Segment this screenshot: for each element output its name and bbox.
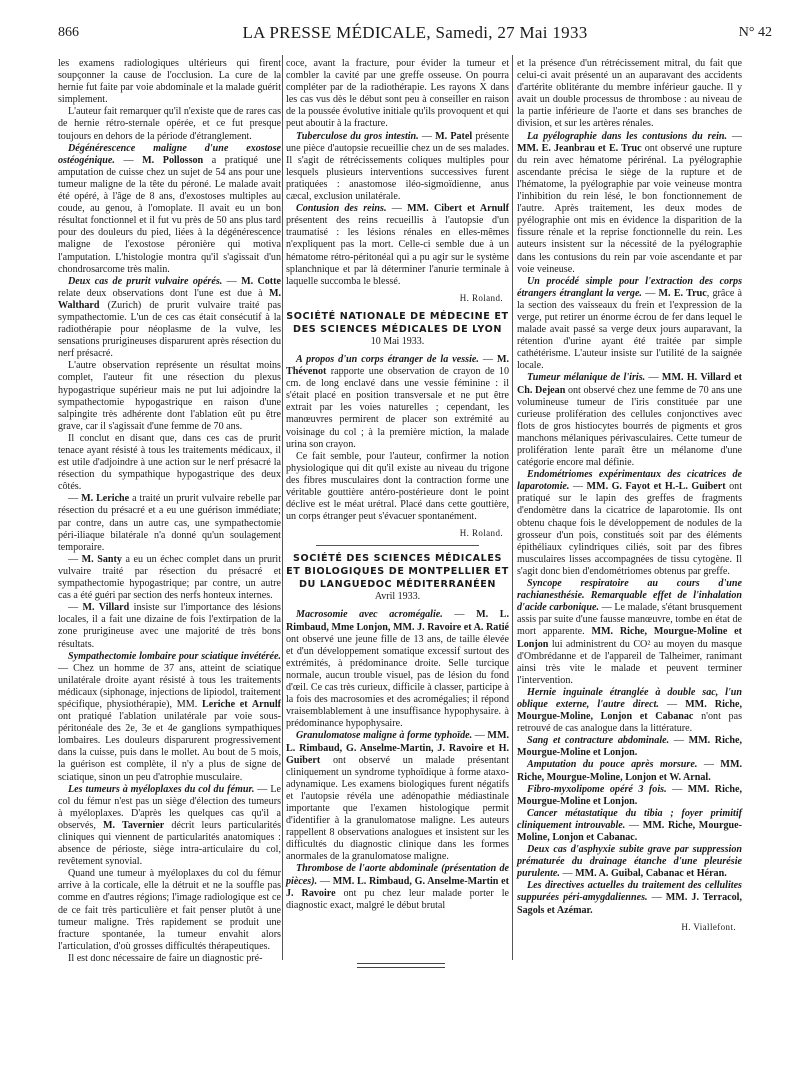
article [286, 730, 509, 863]
dash: — [666, 783, 688, 795]
author: MM. Riche, Mourgue-Moline, Lonjon et Cabanac [517, 698, 742, 723]
dash: — [386, 203, 408, 215]
paragraph: L'auteur fait remarquer qu'il n'existe que de rares cas de hernie rétro-sternale opérée, et ce fut presque toujours en dehors de la période d'étranglement. [58, 106, 281, 142]
dash: — [625, 819, 643, 831]
page-header [58, 0, 772, 50]
article [286, 131, 509, 204]
column-left [58, 58, 281, 965]
author: MM. Cibert et Arnulf [407, 203, 509, 215]
session-date: Avril 1933. [374, 591, 421, 603]
column-middle [286, 58, 509, 912]
author: MM. A. Guibal, Cabanac et Héran. [575, 868, 727, 880]
paragraph: et la présence d'un rétrécissement mitral, du fait que celui-ci avait présenté un an auparavant des accidents d'artérite oblitérante du membre inférieur gauche. Il y avait un double processus de thrombose : au niveau de la partie inférieure de l'aorte et dans ses branches de division, et sur les artères rénales. [517, 58, 742, 130]
author: M. Thévenot [286, 353, 509, 378]
article-text: ont observé une jeune fille de 13 ans, de taille élevée et d'un développement somatique excessif surtout des extrémités, à prédominance droite. Selle turcique normale, aucun trouble visuel, pas de lésion du fond d'œil. Ce cas très curieux, difficile à classer, participe à la fois des macrosomies et des acromégalies; il répond vraisemblablement à une insuffisance hypophysaire. à prédominance hypophysaire. [286, 633, 509, 730]
article-title: Dégénérescence maligne d'une exostose ostéogénique. [58, 142, 281, 166]
paragraph: Il conclut en disant que, dans ces cas de prurit tenace ayant résisté à tous les traitements médicaux, il est utile d'adjoindre à une action sur le nerf présacré la résection du sympathique hypogastrique des deux côtés. [58, 432, 281, 493]
article-text: Chez un homme de 37 ans, atteint de sciatique unilatérale droite ayant résisté à tous les traitements médicaux (siphonage, injections de lipiodol, traitement spécifique, physiothérapie), MM. [58, 662, 281, 710]
article [517, 276, 742, 373]
author: MM. J. Terracol, Sagols et Azémar. [517, 892, 743, 916]
article [517, 687, 742, 735]
dash: — [68, 602, 83, 614]
article-title: Endométriomes expérimentaux des cicatrices de laparotomie. [517, 469, 742, 493]
dash: — [669, 735, 689, 747]
article-text: relate deux observations dont l'une est due à [58, 287, 269, 299]
article-title: Tuberculose du gros intestin. [296, 130, 419, 142]
column-rule [512, 55, 513, 960]
dash: — [559, 868, 576, 880]
article [286, 354, 509, 451]
article-text: Le col du fémur n'est pas un siège d'élection des tumeurs à myéloplaxes. D'après les quelques cas qu'il a observés, [58, 783, 282, 831]
article [58, 651, 281, 784]
author: M. E. Truc [658, 287, 707, 299]
signature: H. Viallefont. [681, 921, 736, 932]
article-title: Amputation du pouce après morsure. [527, 759, 698, 771]
article-title: Les directives actuelles du traitement des cellulites suppurées péri-amygdaliennes. [517, 880, 742, 904]
paragraph: coce, avant la fracture, pour évider la tumeur et combler la cavité par une greffe osseuse. On pourra compléter par de la radiothérapie. Les rayons X dans les cas vus dès le début sont peu à conseiller en raison de la poussée évolutive initiale qu'ils provoquent et qui peut aboutir à la fracture. [286, 58, 509, 130]
dash: — [442, 609, 477, 621]
author: M. L. Rimbaud, Mme Lonjon, MM. J. Ravoire et A. Ratié [286, 609, 509, 633]
article-title: Sang et contracture abdominale. [527, 735, 670, 747]
dash: — [58, 662, 74, 674]
article [517, 735, 742, 759]
section-divider [316, 545, 479, 546]
article-text: ont observé un malade présentant cliniquement un syndrome typhoïdique à forme ataxo-adynamique. Les examens biologiques furent négatifs et l'autopsie révéla une adénopathie médiastinale importante que l'examen histologique permit d'identifier à la granulomatose maligne. Les auteurs rappellent 8 observations analogues et insistent sur les difficultés du diagnostic clinique dans les formes anormales de la granulomatose maligne. [286, 754, 509, 863]
article-text: rapporte une observation de crayon de 10 cm. de long enclavé dans une vessie féminine : il s'était placé en position transversale et ne put être extrait par les voies naturelles ; cependant, les manœuvres permirent de placer son extrémité au voisinage du col ; à la première miction, la malade urina son crayon. [286, 366, 509, 450]
article-text: ont observé une rupture du rein avec hématome périrénal. La pyélographie ascendante précisa le siège de la rupture et de l'hématome, la pyélographie par voie veineuse montra l'inhibition du rein lésé, le bon fonctionnement de l'autre. Après traitement, les deux modes de pyélographie ont mis en évidence la disparition de la fissure rénale et la reprise fonctionnelle du rein. Les auteurs insistent sur la nécessité de la pyélographie dans les contusions du rein par voie ascendante et par voie veineuse. [517, 142, 742, 275]
article-title: Contusion des reins. [296, 203, 387, 215]
author: M. Pollosson [142, 154, 204, 166]
article-text: a traité un prurit vulvaire rebelle par résection du présacré et a eu une guérison immédiate; par contre, dans un autre cas, une sympathectomie péri-iliaque bilatérale n'a donné qu'un soulagement temporaire. [58, 493, 281, 553]
author: Leriche et Arnulf [202, 698, 281, 710]
dash: — [641, 287, 659, 299]
signature: H. Roland. [459, 292, 503, 303]
paragraph [58, 602, 281, 650]
dash: — [478, 353, 497, 365]
author: MM. L. Rimbaud, G. Anselme-Martin, J. Ravoire et H. Guibert [286, 730, 509, 766]
article [58, 143, 281, 276]
author: MM. Riche, Mourgue-Moline, Lonjon et Cabanac. [517, 819, 742, 843]
paragraph [58, 554, 281, 602]
article [517, 784, 742, 808]
article-text: insiste sur l'importance des lésions locales, il a fait une dizaine de fois l'extirpation de la zone prurigineuse avec une majorité de très bons résultats. [58, 602, 281, 650]
article [517, 578, 742, 687]
article-text: lui administrent du CO² au moyen du masque d'Ombrédanne et de l'appareil de Talheimer, ranimant ainsi très vite le malade et peuvent terminer l'intervention. [517, 638, 742, 686]
article-title: Sympathectomie lombaire pour sciatique invétérée. [68, 650, 281, 662]
article [58, 784, 281, 869]
author: MM. Riche, Mourgue-Moline et Lonjon. [517, 735, 742, 759]
article-title: Syncope respiratoire au cours d'une rachianesthésie. Remarquable effet de l'inhalation d'acide carbonique. [517, 578, 742, 614]
article-text: présente une pièce d'autopsie recueillie chez un de ses malades. Il s'agit de rétrécissements coliques multiples pour lesquels plusieurs interventions successives furent pratiquées : anastomose iléo-sigmoïdienne, anus cæcal, exclusion unilatérale. [286, 130, 509, 203]
article [517, 131, 742, 276]
article-title: Les tumeurs à myéloplaxes du col du fémur. [68, 783, 255, 795]
article [517, 469, 742, 578]
article-title: Fibro-myxolipome opéré 3 fois. [527, 783, 667, 795]
author: M. Santy [81, 553, 122, 565]
dash: — [598, 602, 615, 614]
article-text: ont pratiqué sur le lapin des greffes de fragments d'endomètre dans la cicatrice de laparotomie. Ils ont obtenu chaque fois le développement de nodules de la grosseur d'un pois, constitués soit par des éléments épithéliaux cylindriques ciliés, soit par des fibres musculaires lisses accompagnées de tissu cytogène. Il s'agit donc bien d'endométriomes obtenus par greffe. [517, 481, 743, 577]
article-text: a pratiqué une amputation de cuisse chez un sujet de 54 ans pour une tumeur maligne de la tête du péroné. Le malade avait été opéré, à l'âge de 8 ans, d'exostoses multiples au coude, au genou, à l'omoplate. Il avait eu un bon résultat fonctionnel et il fut vu près de 50 ans plus tard pour des douleurs du pied, liées à la dégénérescence maligne de l'exostose péronière qui motiva l'amputation. L'histologie montra qu'il s'agissait d'un chondrosarcome très malin. [58, 154, 281, 275]
dash: — [222, 275, 242, 287]
dash: — [114, 154, 143, 166]
journal-title: LA PRESSE MÉDICALE, Samedi, 27 Mai 1933 [242, 23, 588, 42]
author: MM. Riche, Mourgue-Moline et Lonjon [517, 626, 742, 650]
dash: — [418, 130, 436, 142]
article-title: A propos d'un corps étranger de la vessie. [296, 353, 479, 365]
author: M. Patel [435, 130, 473, 142]
page-number: 866 [58, 25, 79, 40]
society-heading: SOCIÉTÉ DES SCIENCES MÉDICALES ET BIOLOGIQUES DE MONTPELLIER ET DU LANGUEDOC MÉDITERRANÉEN [286, 553, 509, 591]
article-title: Granulomatose maligne à forme typhoïde. [296, 730, 473, 742]
article-text: (Zurich) de prurit vulvaire traité pas sympathectomie. L'un de ces cas était consécutif à la radiothérapie pour néoplasme de la vulve, les sensations prurigineuses disparurent après résection du nerf présacré. [58, 299, 281, 360]
paragraph: Quand une tumeur à myéloplaxes du col du fémur arrive à la corticale, elle la détruit et ne la souffle pas comme en d'autres régions; l'image radiologique est ce de ce fait très particulière et fait penser plutôt à une tumeur maligne. Très rapidement se produit une fracture spontanée, la tumeur envahit alors l'articulation, d'où grosses difficultés thérapeutiques. [58, 868, 281, 952]
dash: — [727, 130, 742, 142]
article-title: Thrombose de l'aorte abdominale (présentation de pièces). [286, 863, 509, 887]
article-text: n'ont pas retrouvé de cas analogue dans la littérature. [517, 711, 743, 735]
end-rule [357, 967, 445, 968]
paragraph: L'autre observation représente un résultat moins complet, l'auteur fit une résection du plexus hypogastrique supérieur mais ne put lui adjoindre la sympathectomie hypogastrique en raison d'une salpingite très adhérente dont l'ablation eût pu être grave, car il s'agissait d'une femme de 70 ans. [58, 360, 281, 432]
author: MM. Riche, Mourgue-Moline et Lonjon. [517, 783, 742, 807]
article-title: Hernie inguinale étranglée à double sac, l'un oblique externe, l'autre direct. [517, 686, 742, 710]
article-title: Macrosomie avec acromégalie. [296, 609, 443, 621]
article [58, 276, 281, 361]
article-text: ont pratiqué l'ablation unilatérale par voie sous-péritonéale des 2e, 3e et 4e ganglions sympathiques lombaires. Les douleurs disparurent progressivement dans la cuisse, puis dans le mollet. Au bout de 5 mois, la guérison est complète, il n'y a plus de signe de sciatique, sinon un peu d'atrophie musculaire. [58, 711, 281, 783]
dash: — [697, 759, 721, 771]
column-right [517, 58, 742, 939]
author: MM. G. Fayot et H.-L. Guibert [586, 481, 726, 493]
article-title: Cancer métastatique du tibia ; foyer primitif cliniquement introuvable. [517, 807, 742, 831]
article [517, 880, 742, 916]
author: M. Walthard [58, 287, 281, 311]
dash: — [645, 372, 662, 384]
article-text: Le malade, s'étant brusquement assis par suite d'une fausse manœuvre, tombe en état de mort apparente. [517, 602, 742, 638]
author: M. Leriche [81, 493, 130, 505]
article [517, 759, 742, 783]
article-text: a eu un échec complet dans un prurit vulvaire traité par résection du présacré et sympathectomie hypogastrique; par contre, un autre cas a été guéri par section des nerfs honteux internes. [58, 553, 281, 602]
article [517, 372, 742, 469]
article [517, 808, 742, 844]
dash: — [569, 481, 587, 493]
article-title: Un procédé simple pour l'extraction des corps étrangers étranglant la verge. [517, 275, 742, 299]
dash: — [647, 892, 666, 904]
dash: — [472, 730, 488, 742]
paragraph: Il est donc nécessaire de faire un diagnostic pré- [68, 952, 263, 964]
author: M. Cotte [241, 275, 281, 287]
article-text: ont observé chez une femme de 70 ans une volumineuse tumeur de l'iris constituée par une curieuse prolifération des cellules conjonctives avec flots de gros histiocytes bourrés de pigments et gros manchons mélaniques périvasculaires. Cette tumeur de prolifération lente paraît être un mélanome d'une catégorie encore mal définie. [517, 384, 742, 469]
dash: — [68, 553, 82, 565]
article [286, 863, 509, 911]
article-text: , grâce à la section des vaisseaux du frein et l'expression de la verge, put retirer un énorme écrou de fer dans lequel le malade avait passé sa verge deux jours auparavant, la rétention d'urine ayant été traitée par simple cathétérisme. L'auteur insiste sur l'utilité de la saignée locale. [517, 287, 743, 372]
session-date: 10 Mai 1933. [370, 335, 425, 347]
dash: — [658, 698, 686, 710]
author: MM. L. Rimbaud, G. Anselme-Martin et J. Ravoire [286, 875, 509, 899]
author: MM. Riche, Mourgue-Moline, Lonjon et W. Arnal. [517, 759, 742, 783]
end-rule [357, 963, 445, 964]
article-text: décrit leurs particularités cliniques qui viennent de particularités anatomiques : absence de périoste, siège intra-articulaire du col, revêtement synovial. [58, 819, 281, 868]
dash: — [317, 875, 333, 887]
article [286, 203, 509, 288]
article-text: présentent des reins recueillis à l'autopsie d'un traumatisé : les lésions rénales en elles-mêmes n'expliquent pas la mort. Celle-ci semble due à un hématome rétro-péritonéal qui a pu agir sur le système splanchnique et par là déterminer l'anurie terminale à laquelle succomba le blessé. [286, 215, 509, 287]
article [286, 609, 509, 730]
author: M. Tavernier [103, 819, 165, 831]
issue-number: N° 42 [738, 25, 772, 40]
article-title: Tumeur mélanique de l'iris. [527, 372, 646, 384]
signature: H. Roland. [459, 528, 503, 539]
article-text: ont pu chez leur malade porter le diagnostic exact, malgré le début brutal [286, 887, 509, 911]
author: MM. E. Jeanbrau et E. Truc [517, 142, 642, 154]
society-heading: SOCIÉTÉ NATIONALE DE MÉDECINE ET DES SCIENCES MÉDICALES DE LYON [286, 310, 509, 335]
article-title: Deux cas d'asphyxie subite grave par suppression prématurée du drainage étanche d'une pleurésie purulente. [517, 844, 742, 880]
dash: — [68, 493, 82, 505]
article-title: Deux cas de prurit vulvaire opérés. [68, 275, 223, 287]
paragraph [58, 493, 281, 553]
article [517, 844, 742, 880]
author: M. Villard [82, 602, 130, 614]
paragraph: les examens radiologiques ultérieurs qui firent soupçonner la cause de l'occlusion. La cure de la hernie fut faite par voie abdominale et la malade guérit simplement. [58, 58, 281, 106]
dash: — [254, 783, 271, 795]
paragraph: Ce fait semble, pour l'auteur, confirmer la notion physiologique qui dit qu'il existe au niveau du trigone des fibres musculaires dont la contraction forme une véritable gouttière antéro-postérieure dont le point déclive est le méat urétral. Placé dans cette gouttière, un corps étranger peut s'évacuer spontanément. [286, 450, 509, 523]
article-title: La pyélographie dans les contusions du rein. [527, 130, 728, 142]
author: MM. H. Villard et Ch. Dejean [517, 372, 743, 396]
column-rule [282, 55, 283, 960]
